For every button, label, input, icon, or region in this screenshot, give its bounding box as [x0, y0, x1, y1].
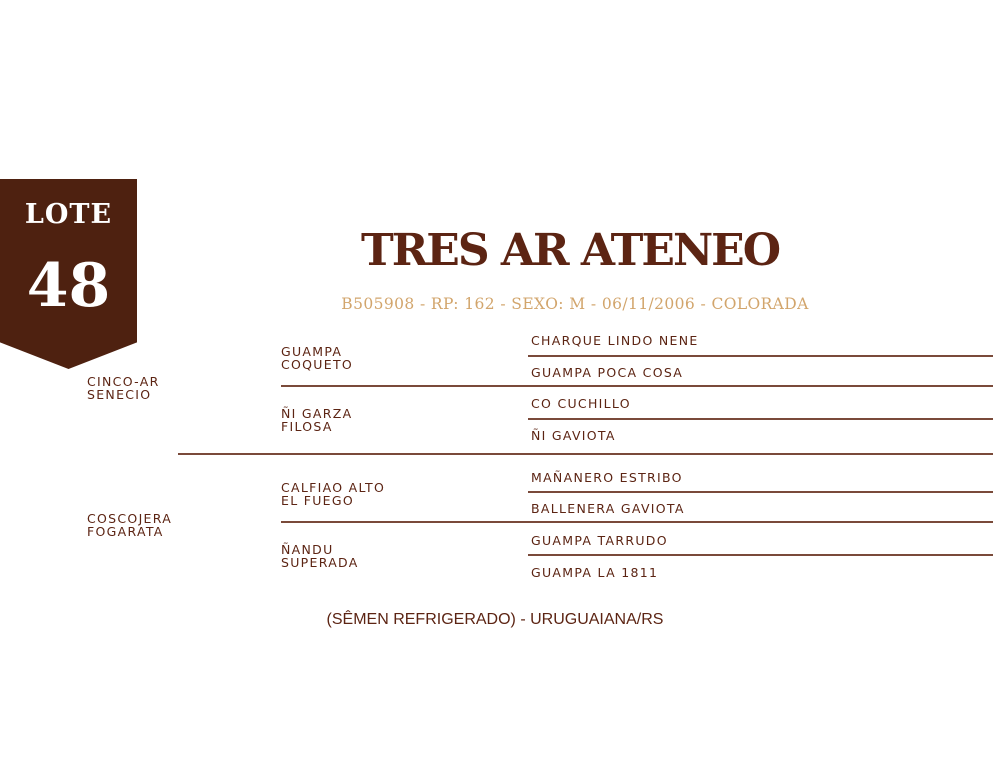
pedigree-divider — [281, 521, 993, 523]
great-grandparent-name: GUAMPA LA 1811 — [531, 565, 659, 580]
pedigree-divider — [281, 385, 993, 387]
great-grandparent-name: MAÑANERO ESTRIBO — [531, 470, 683, 485]
lot-number: 48 — [26, 251, 111, 321]
pedigree-divider — [528, 355, 993, 357]
pedigree-divider — [528, 418, 993, 420]
pedigree-divider — [178, 453, 993, 455]
great-grandparent-name: ÑI GAVIOTA — [531, 428, 616, 443]
animal-name: TRES AR ATENEO — [360, 225, 780, 276]
grandparent-name: ÑI GARZA FILOSA — [281, 406, 353, 434]
footer-note: (SÊMEN REFRIGERADO) - URUGUAIANA/RS — [326, 611, 664, 628]
pedigree-divider — [528, 554, 993, 556]
great-grandparent-name: CHARQUE LINDO NENE — [531, 333, 699, 348]
lot-label: LOTE — [24, 199, 113, 230]
dam-name: COSCOJERA FOGARATA — [87, 511, 173, 539]
great-grandparent-name: BALLENERA GAVIOTA — [531, 501, 685, 516]
great-grandparent-name: GUAMPA TARRUDO — [531, 533, 668, 548]
great-grandparent-name: GUAMPA POCA COSA — [531, 365, 684, 380]
great-grandparent-name: CO CUCHILLO — [531, 396, 631, 411]
sire-name: CINCO-AR SENECIO — [87, 374, 160, 402]
grandparent-name: ÑANDU SUPERADA — [281, 542, 359, 570]
animal-details: B505908 - RP: 162 - SEXO: M - 06/11/2006 - COLORADA — [341, 295, 809, 313]
pedigree-divider — [528, 491, 993, 493]
grandparent-name: GUAMPA COQUETO — [281, 344, 354, 372]
grandparent-name: CALFIAO ALTO EL FUEGO — [281, 480, 386, 508]
